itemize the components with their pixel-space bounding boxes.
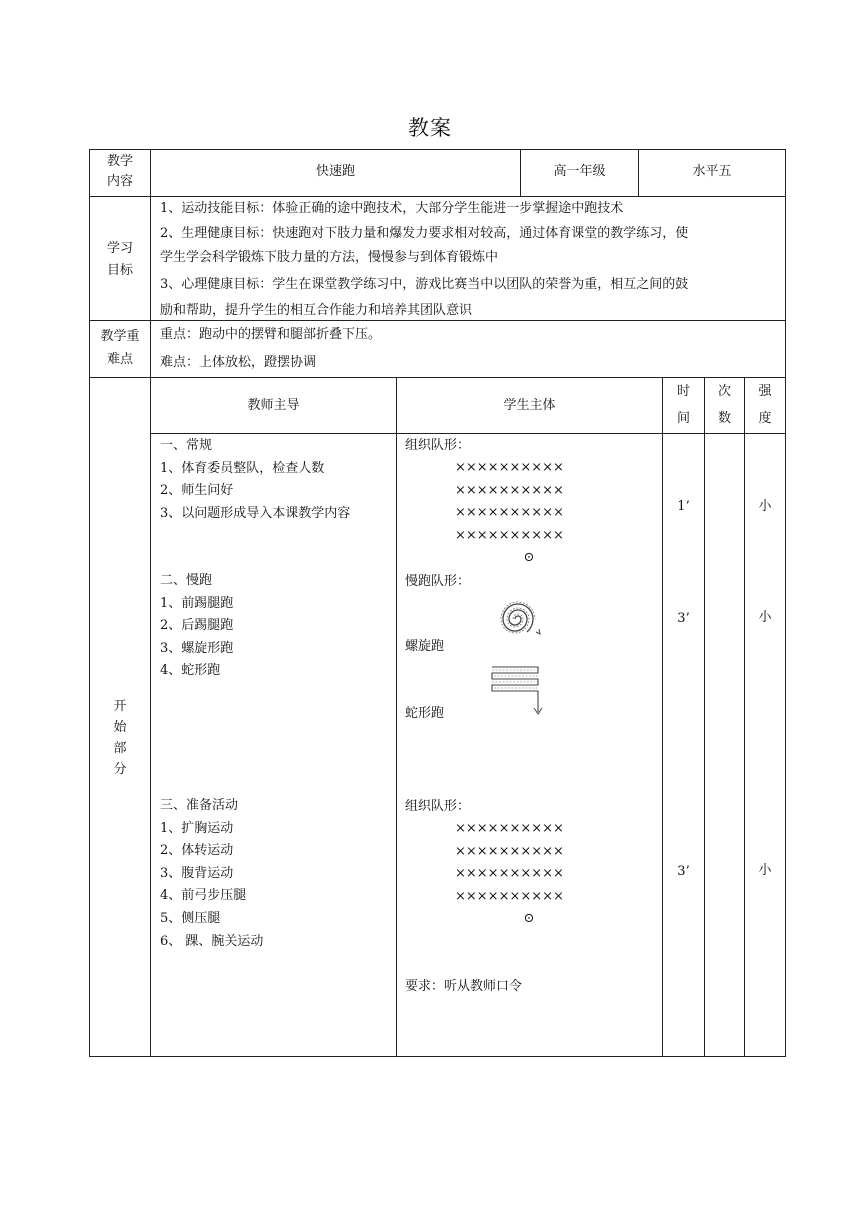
course-level: 水平五	[692, 164, 732, 179]
routine-formation-label: 组织队形：	[405, 438, 471, 453]
warmup-intensity: 小	[758, 863, 772, 878]
formation-row: ××××××××××	[455, 821, 564, 836]
objective-line: 励和帮助，提升学生的相互合作能力和培养其团队意识	[160, 303, 473, 319]
list-item: 4、蛇形跑	[160, 663, 221, 679]
jog-section	[160, 570, 233, 683]
count-column-header: 次 数	[717, 384, 731, 426]
jog-intensity: 小	[758, 610, 772, 625]
list-item: 2、后踢腿跑	[160, 618, 234, 634]
warmup-formation-grid	[455, 818, 564, 908]
key-points-label-line1: 教学重	[100, 329, 140, 344]
spiral-run-icon	[492, 595, 544, 643]
list-item: 1、扩胸运动	[160, 820, 234, 836]
jog-formation-label: 慢跑队形：	[405, 574, 471, 589]
routine-time: 1’	[677, 499, 690, 514]
routine-section	[160, 435, 350, 525]
warmup-heading: 三、准备活动	[160, 798, 239, 813]
list-item: 4、前弓步压腿	[160, 888, 247, 904]
warmup-time: 3’	[677, 864, 690, 879]
formation-row: ××××××××××	[455, 888, 564, 904]
objectives-list	[160, 198, 688, 323]
routine-intensity: 小	[758, 499, 772, 514]
formation-row: ××××××××××	[455, 866, 564, 882]
intensity-column-header: 强 度	[758, 384, 772, 426]
objectives-label: 学习 目标	[106, 241, 133, 278]
objective-line: 3、心理健康目标：学生在课堂教学练习中，游戏比赛当中以团队的荣誉为重，相互之间的鼓	[160, 276, 689, 292]
list-item: 2、体转运动	[160, 843, 234, 859]
warmup-formation-label: 组织队形：	[405, 799, 471, 814]
list-item: 3、以问题形成导入本课教学内容	[160, 505, 351, 521]
list-item: 5、侧压腿	[160, 910, 221, 926]
jog-time: 3’	[677, 611, 690, 626]
key-point-difficulty: 难点：上体放松，蹬摆协调	[160, 355, 317, 370]
time-column-header: 时 间	[676, 384, 690, 426]
snake-run-icon	[488, 664, 548, 722]
teacher-column-header: 教师主导	[247, 398, 300, 413]
objective-line: 1、运动技能目标：体验正确的途中跑技术，大部分学生能进一步掌握途中跑技术	[160, 201, 624, 216]
routine-formation-grid	[455, 457, 564, 547]
content-label: 教学 内容	[106, 154, 133, 189]
objective-line: 2、生理健康目标：快速跑对下肢力量和爆发力要求相对较高，通过体育课堂的教学练习，使	[160, 225, 689, 241]
key-point-focus: 重点：跑动中的摆臂和腿部折叠下压。	[160, 327, 382, 342]
list-item: 1、前踢腿跑	[160, 595, 234, 611]
page-title: 教案	[408, 116, 452, 140]
snake-run-label: 蛇形跑	[405, 706, 445, 721]
objective-line: 学生学会科学锻炼下肢力量的方法，慢慢参与到体育锻炼中	[160, 250, 499, 266]
student-column-header: 学生主体	[503, 398, 556, 413]
formation-row: ××××××××××	[455, 527, 564, 543]
list-item: 6、 踝、腕关运动	[160, 933, 264, 949]
jog-heading: 二、慢跑	[160, 573, 213, 588]
list-item: 1、体育委员整队，检查人数	[160, 460, 325, 476]
formation-row: ××××××××××	[455, 460, 564, 475]
teacher-position-icon: ⊙	[523, 911, 535, 926]
warmup-section	[160, 795, 263, 953]
list-item: 3、螺旋形跑	[160, 640, 234, 656]
routine-heading: 一、常规	[160, 438, 213, 453]
formation-row: ××××××××××	[455, 843, 564, 859]
list-item: 2、师生问好	[160, 483, 234, 499]
grade-level: 高一年级	[553, 164, 606, 179]
section-label: 开 始 部 分	[113, 699, 127, 777]
formation-row: ××××××××××	[455, 505, 564, 521]
key-points-label-line2: 难点	[106, 352, 133, 367]
formation-row: ××××××××××	[455, 482, 564, 498]
list-item: 3、腹背运动	[160, 865, 234, 881]
spiral-run-label: 螺旋跑	[405, 639, 445, 654]
lesson-topic: 快速跑	[315, 164, 355, 179]
teacher-position-icon: ⊙	[523, 550, 535, 565]
warmup-requirement: 要求：听从教师口令	[405, 979, 523, 994]
